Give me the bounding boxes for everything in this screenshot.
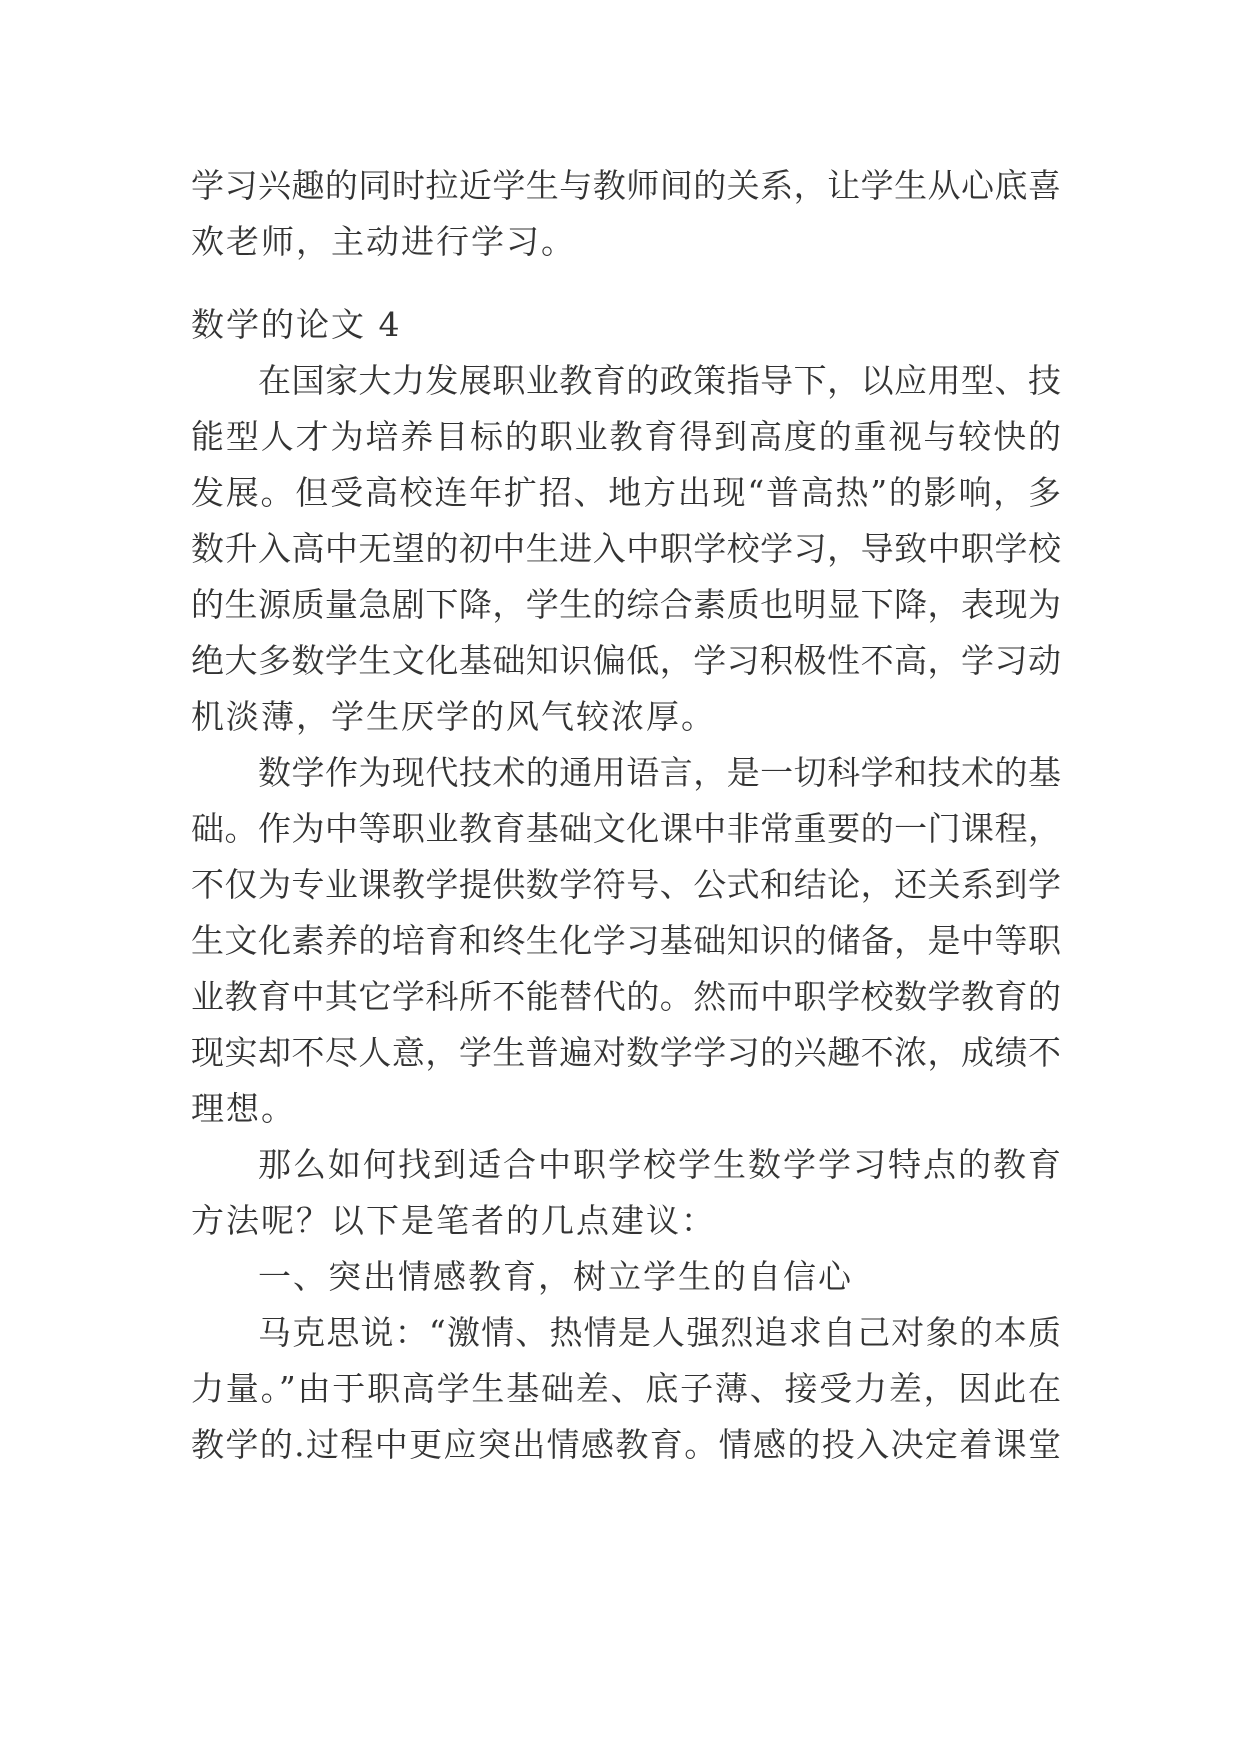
text-line: 马克思说：“激情、热情是人强烈追求自己对象的本质: [258, 1313, 1061, 1352]
text-line: 数升入高中无望的初中生进入中职学校学习，导致中职学校: [191, 529, 1061, 568]
section-heading: 数学的论文 4: [191, 305, 402, 344]
text-line: 学习兴趣的同时拉近学生与教师间的关系，让学生从心底喜: [191, 166, 1061, 205]
text-line: 生文化素养的培育和终生化学习基础知识的储备，是中等职: [191, 921, 1061, 960]
text-line: 的生源质量急剧下降，学生的综合素质也明显下降，表现为: [191, 585, 1061, 624]
text-line: 机淡薄，学生厌学的风气较浓厚。: [191, 697, 716, 736]
text-line: 教学的.过程中更应突出情感教育。情感的投入决定着课堂: [191, 1425, 1061, 1464]
text-line: 业教育中其它学科所不能替代的。然而中职学校数学教育的: [191, 977, 1061, 1016]
text-line: 那么如何找到适合中职学校学生数学学习特点的教育: [258, 1145, 1061, 1184]
text-line: 数学作为现代技术的通用语言，是一切科学和技术的基: [258, 753, 1061, 792]
text-line: 不仅为专业课教学提供数学符号、公式和结论，还关系到学: [191, 865, 1061, 904]
text-line: 在国家大力发展职业教育的政策指导下，以应用型、技: [258, 361, 1061, 400]
section-subheading: 一、突出情感教育，树立学生的自信心: [258, 1257, 853, 1296]
text-line: 能型人才为培养目标的职业教育得到高度的重视与较快的: [191, 417, 1061, 456]
text-line: 绝大多数学生文化基础知识偏低，学习积极性不高，学习动: [191, 641, 1061, 680]
text-line: 力量。”由于职高学生基础差、底子薄、接受力差，因此在: [191, 1369, 1061, 1408]
text-line: 方法呢？以下是笔者的几点建议：: [191, 1201, 716, 1240]
text-line: 发展。但受高校连年扩招、地方出现“普高热”的影响，多: [191, 473, 1061, 512]
text-line: 现实却不尽人意，学生普遍对数学学习的兴趣不浓，成绩不: [191, 1033, 1061, 1072]
text-line: 理想。: [191, 1089, 296, 1128]
text-line: 欢老师，主动进行学习。: [191, 222, 576, 261]
text-line: 础。作为中等职业教育基础文化课中非常重要的一门课程，: [191, 809, 1061, 848]
